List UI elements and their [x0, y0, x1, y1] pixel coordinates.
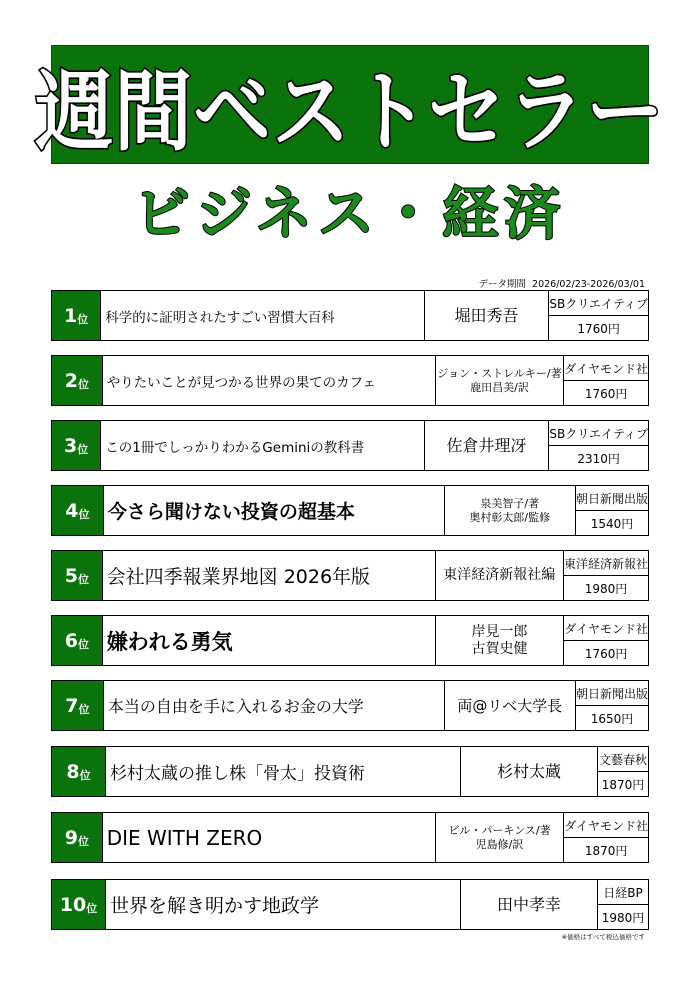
author-line: 東洋経済新報社編	[443, 567, 556, 584]
book-author	[445, 681, 576, 730]
book-publisher: 朝日新聞出版	[576, 681, 648, 706]
rank-suffix: 位	[79, 769, 91, 782]
book-title: 嫌われる勇気	[103, 616, 436, 665]
author-line: 奥村彰太郎/監修	[469, 510, 551, 524]
publisher-price	[564, 551, 648, 600]
book-author	[425, 291, 550, 340]
author-line: 鹿田昌美/訳	[470, 380, 529, 394]
author-line: ジョン・ストレルキー/著	[437, 367, 562, 381]
author-line: 田中孝幸	[496, 894, 561, 914]
ranking-row-1	[51, 290, 649, 341]
book-publisher: 日経BP	[598, 880, 648, 905]
rank-badge	[52, 747, 106, 796]
rank-suffix: 位	[77, 638, 89, 651]
ranking-row-4	[51, 485, 649, 536]
book-price: 2310円	[577, 451, 620, 466]
data-period	[478, 276, 645, 290]
book-title: 世界を解き明かす地政学	[106, 880, 461, 929]
rank-badge	[52, 291, 101, 340]
rank-badge	[52, 356, 103, 405]
author-line: 杉村太蔵	[496, 761, 561, 781]
category-title: ビジネス・経済	[133, 182, 567, 247]
rank-suffix: 位	[78, 508, 90, 521]
rank-number: 9	[64, 826, 78, 849]
book-author	[436, 356, 564, 405]
book-price: 1980円	[601, 910, 645, 925]
rank-suffix: 位	[78, 703, 90, 716]
book-author	[461, 747, 598, 796]
rank-badge	[52, 616, 103, 665]
rank-number: 6	[64, 629, 78, 652]
book-price: 1870円	[601, 777, 645, 792]
book-author	[461, 880, 598, 929]
book-publisher: SBクリエイティブ	[549, 421, 648, 446]
period-label: データ期間	[478, 279, 526, 290]
rank-number: 10	[59, 893, 87, 916]
book-title: 今さら聞けない投資の超基本	[104, 486, 445, 535]
rank-number: 5	[64, 564, 78, 587]
rank-badge	[52, 551, 103, 600]
publisher-price	[564, 616, 648, 665]
ranking-row-5	[51, 550, 649, 601]
rank-badge	[52, 421, 101, 470]
book-title: 杉村太蔵の推し株「骨太」投資術	[106, 747, 461, 796]
rank-suffix: 位	[86, 902, 98, 915]
author-line: ビル・パーキンス/著	[448, 824, 551, 838]
period-value: 2026/02/23-2026/03/01	[532, 279, 645, 290]
rank-suffix: 位	[77, 573, 89, 586]
book-price: 1760円	[577, 321, 620, 336]
ranking-row-8	[51, 746, 649, 797]
publisher-price	[598, 747, 648, 796]
author-line: 泉美智子/著	[480, 497, 540, 511]
rank-number: 3	[63, 434, 78, 457]
book-author	[445, 486, 576, 535]
rank-suffix: 位	[77, 443, 89, 456]
publisher-price	[576, 486, 648, 535]
rank-number: 1	[63, 304, 78, 327]
rank-number: 2	[64, 369, 78, 392]
rank-number: 4	[65, 499, 79, 522]
rank-badge	[52, 681, 104, 730]
rank-badge	[52, 813, 103, 862]
rank-suffix: 位	[77, 378, 89, 391]
book-author	[425, 421, 550, 470]
publisher-price	[549, 421, 648, 470]
book-title: DIE WITH ZERO	[103, 813, 436, 862]
rank-badge	[52, 880, 106, 929]
author-line: 佐倉井理冴	[446, 435, 527, 455]
title-banner	[35, 45, 665, 164]
book-publisher: ダイヤモンド社	[564, 813, 648, 838]
book-title: 科学的に証明されたすごい習慣大百科	[101, 291, 424, 340]
ranking-row-3	[51, 420, 649, 471]
book-publisher: ダイヤモンド社	[564, 616, 648, 641]
book-author	[436, 616, 564, 665]
book-publisher: SBクリエイティブ	[549, 291, 648, 316]
book-publisher: 朝日新聞出版	[576, 486, 648, 511]
rank-number: 8	[66, 760, 80, 783]
ranking-row-9	[51, 812, 649, 863]
ranking-row-7	[51, 680, 649, 731]
author-line: 古賀史健	[471, 640, 528, 657]
book-publisher: 文藝春秋	[598, 747, 648, 772]
book-price: 1760円	[584, 386, 628, 401]
book-author	[436, 813, 564, 862]
publisher-price	[598, 880, 648, 929]
rank-badge	[52, 486, 104, 535]
page-title: 週間ベストセラー	[35, 61, 665, 163]
rank-suffix: 位	[77, 313, 89, 326]
book-price: 1870円	[584, 843, 628, 858]
ranking-row-6	[51, 615, 649, 666]
book-price: 1650円	[590, 711, 634, 726]
book-price: 1540円	[590, 516, 634, 531]
category-heading	[0, 170, 700, 250]
book-author	[436, 551, 564, 600]
ranking-row-10	[51, 879, 649, 930]
rank-number: 7	[65, 694, 79, 717]
publisher-price	[549, 291, 648, 340]
book-price: 1760円	[584, 646, 628, 661]
book-title: 会社四季報業界地図 2026年版	[103, 551, 436, 600]
book-publisher: ダイヤモンド社	[564, 356, 648, 381]
publisher-price	[564, 356, 648, 405]
book-publisher: 東洋経済新報社	[564, 551, 648, 576]
rank-suffix: 位	[77, 835, 89, 848]
publisher-price	[576, 681, 648, 730]
book-title: 本当の自由を手に入れるお金の大学	[104, 681, 445, 730]
price-footnote: ※価格はすべて税込価格です	[561, 933, 645, 941]
author-line: 岸見一郎	[471, 623, 528, 640]
publisher-price	[564, 813, 648, 862]
ranking-row-2	[51, 355, 649, 406]
author-line: 堀田秀吾	[454, 305, 519, 325]
book-title: この1冊でしっかりわかるGeminiの教科書	[101, 421, 424, 470]
author-line: 児島修/訳	[475, 837, 524, 851]
book-title: やりたいことが見つかる世界の果てのカフェ	[103, 356, 436, 405]
author-line: 両@リベ大学長	[457, 696, 563, 715]
book-price: 1980円	[584, 581, 628, 596]
